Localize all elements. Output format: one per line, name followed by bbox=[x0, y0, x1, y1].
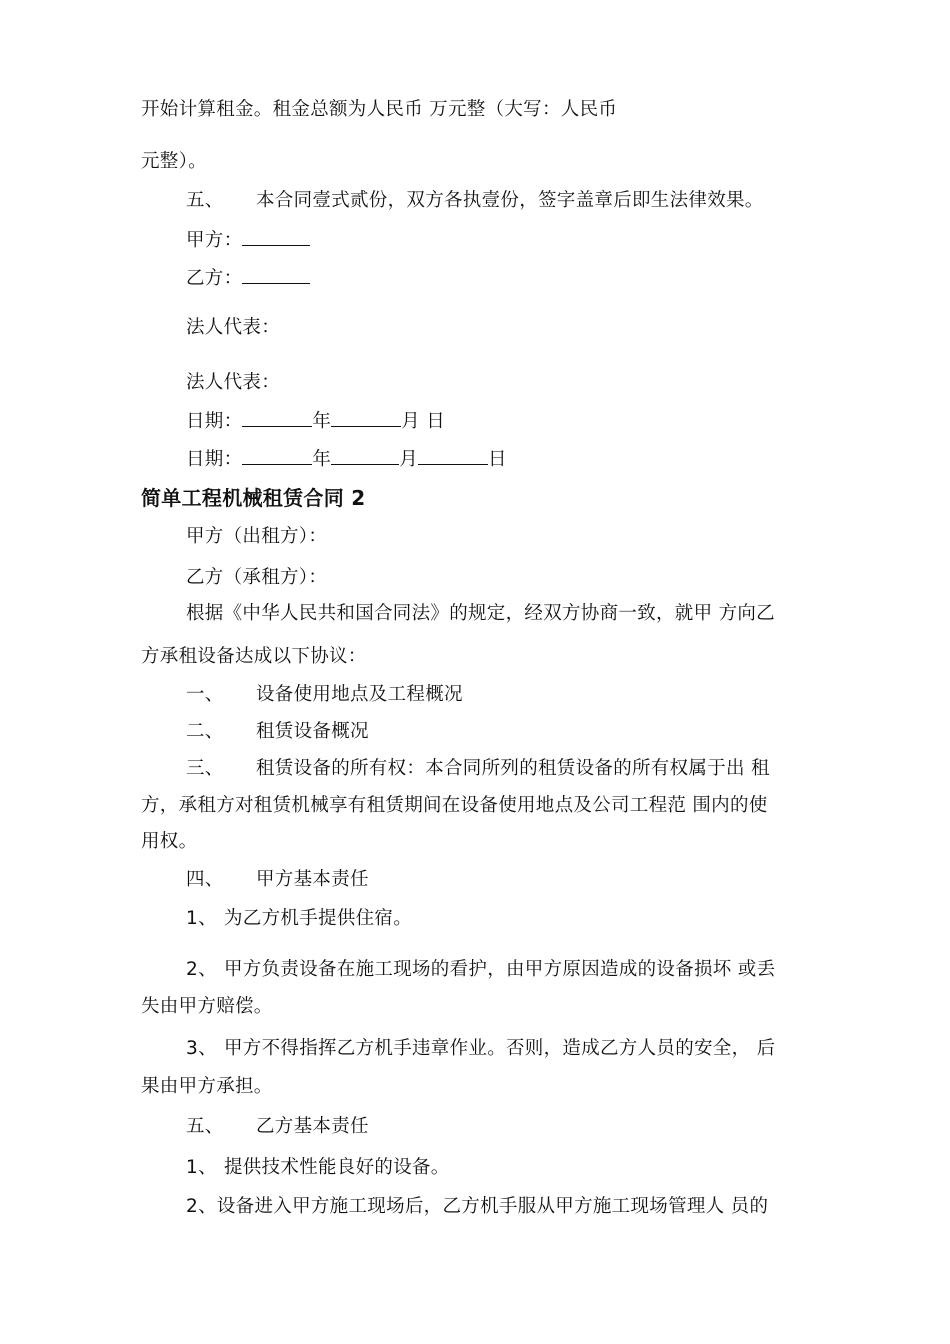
month-label: 月 bbox=[399, 449, 419, 470]
rent-total-end-line: 元整）。 bbox=[141, 151, 207, 172]
item-text: 租赁设备概况 bbox=[256, 721, 369, 742]
sub-item-number: 3、 bbox=[186, 1038, 217, 1059]
party-b-blank bbox=[242, 266, 310, 284]
item-text: 乙方基本责任 bbox=[256, 1116, 369, 1137]
month-day-label: 月 日 bbox=[401, 411, 445, 432]
item-five-line bbox=[186, 1115, 369, 1139]
party-a-signature-line bbox=[186, 228, 310, 253]
party-b-label: 乙方： bbox=[186, 268, 243, 289]
item-text: 甲方基本责任 bbox=[256, 869, 369, 890]
party-b-line: 乙方（承租方）： bbox=[186, 567, 328, 588]
sub-item-text: 提供技术性能良好的设备。 bbox=[224, 1157, 450, 1178]
day-label: 日 bbox=[488, 449, 507, 470]
intro-paragraph-line: 根据《中华人民共和国合同法》的规定，经双方协商一致，就甲 方向乙 bbox=[186, 603, 775, 624]
year-label: 年 bbox=[312, 449, 332, 470]
clause-number: 五、 bbox=[186, 190, 224, 211]
party-a-blank bbox=[242, 228, 310, 246]
date-line bbox=[186, 447, 507, 472]
item-three-continuation: 用权。 bbox=[141, 831, 198, 852]
item-four-line bbox=[186, 868, 369, 892]
rent-total-line: 开始计算租金。租金总额为人民币 万元整（大写：人民币 bbox=[141, 99, 618, 120]
item-number: 四、 bbox=[186, 869, 224, 890]
sub-item-line bbox=[186, 1037, 775, 1061]
sub-item-continuation: 果由甲方承担。 bbox=[141, 1076, 273, 1097]
day-blank bbox=[418, 447, 488, 465]
sub-item-line bbox=[186, 907, 412, 931]
date-label: 日期： bbox=[186, 449, 243, 470]
item-number: 三、 bbox=[186, 758, 224, 779]
party-b-signature-line bbox=[186, 266, 310, 291]
item-one-line bbox=[186, 683, 463, 707]
month-blank bbox=[331, 409, 401, 427]
sub-item-number: 2、 bbox=[186, 959, 217, 980]
sub-item-line bbox=[186, 958, 775, 982]
year-blank bbox=[242, 447, 312, 465]
year-blank bbox=[242, 409, 312, 427]
item-text: 租赁设备的所有权：本合同所列的租赁设备的所有权属于出 租 bbox=[256, 758, 770, 779]
item-three-continuation: 方，承租方对租赁机械享有租赁期间在设备使用地点及公司工程范 围内的使 bbox=[141, 795, 768, 816]
item-three-line bbox=[186, 757, 770, 781]
item-text: 设备使用地点及工程概况 bbox=[256, 684, 463, 705]
sub-item-number: 1、 bbox=[186, 908, 217, 929]
date-label: 日期： bbox=[186, 411, 243, 432]
date-line bbox=[186, 409, 445, 434]
year-label: 年 bbox=[312, 411, 332, 432]
section-title: 简单工程机械租赁合同 2 bbox=[141, 486, 366, 510]
legal-rep-label: 法人代表： bbox=[186, 372, 281, 393]
sub-item-line: 2、设备进入甲方施工现场后，乙方机手服从甲方施工现场管理人 员的 bbox=[186, 1196, 769, 1217]
party-a-label: 甲方： bbox=[186, 230, 243, 251]
clause-text: 本合同壹式贰份，双方各执壹份，签字盖章后即生法律效果。 bbox=[256, 190, 764, 211]
item-number: 五、 bbox=[186, 1116, 224, 1137]
clause-five-line bbox=[186, 189, 764, 213]
item-number: 一、 bbox=[186, 684, 224, 705]
sub-item-number: 1、 bbox=[186, 1157, 217, 1178]
intro-paragraph-line: 方承租设备达成以下协议： bbox=[141, 646, 367, 667]
legal-rep-label: 法人代表： bbox=[186, 317, 281, 338]
sub-item-line bbox=[186, 1156, 450, 1180]
sub-item-continuation: 失由甲方赔偿。 bbox=[141, 996, 273, 1017]
sub-item-text: 甲方不得指挥乙方机手违章作业。否则，造成乙方人员的安全， 后 bbox=[224, 1038, 776, 1059]
party-a-line: 甲方（出租方）： bbox=[186, 526, 328, 547]
item-number: 二、 bbox=[186, 721, 224, 742]
sub-item-text: 甲方负责设备在施工现场的看护，由甲方原因造成的设备损坏 或丢 bbox=[224, 959, 776, 980]
month-blank bbox=[331, 447, 399, 465]
item-two-line bbox=[186, 720, 369, 744]
sub-item-text: 为乙方机手提供住宿。 bbox=[224, 908, 413, 929]
